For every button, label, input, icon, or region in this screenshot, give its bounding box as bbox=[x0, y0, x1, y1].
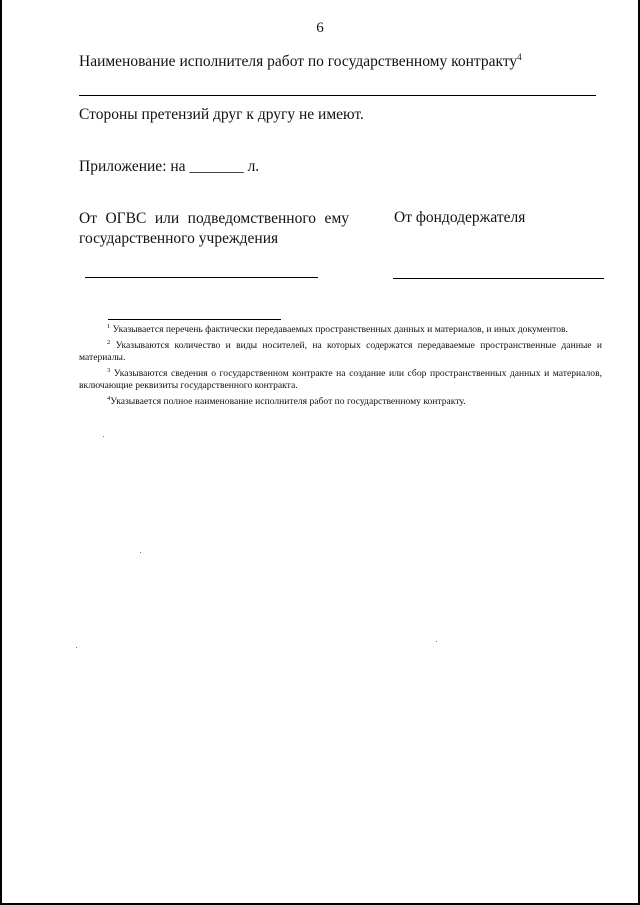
contractor-label bbox=[79, 52, 522, 71]
signature-left-label: От ОГВС или подведомственного ему государственного учреждения bbox=[79, 210, 349, 247]
footnote-1-ref: 1 bbox=[107, 323, 111, 330]
signature-right-line bbox=[393, 278, 604, 279]
footnote-3 bbox=[79, 365, 602, 393]
signature-right-label: От фондодержателя bbox=[394, 209, 526, 226]
appendix-prefix: Приложение: на bbox=[79, 158, 186, 175]
footnote-3-text: Указываются сведения о государственном контракте на создание или сбор пространственных данных и материалов, включающие реквизиты государственного контракта. bbox=[79, 367, 603, 392]
footnote-4-ref: 4 bbox=[107, 394, 111, 402]
signature-left-line bbox=[85, 277, 318, 278]
contractor-name-line bbox=[79, 95, 596, 96]
footnote-1 bbox=[79, 321, 602, 337]
footnote-4-text: Указывается полное наименование исполнителя работ по государственному контракту. bbox=[110, 395, 466, 407]
contractor-label-text: Наименование исполнителя работ по государственному контракту bbox=[79, 53, 518, 71]
footnote-3-ref: 3 bbox=[107, 366, 111, 374]
scan-speck bbox=[76, 647, 77, 648]
footnotes bbox=[79, 321, 602, 408]
appendix-line bbox=[79, 158, 259, 176]
footnote-ref-4: 4 bbox=[517, 52, 522, 62]
appendix-suffix: л. bbox=[247, 158, 260, 175]
appendix-blank: _______ bbox=[189, 158, 244, 175]
footnote-4 bbox=[79, 393, 602, 409]
scan-speck bbox=[436, 641, 437, 642]
footnote-1-text: Указывается перечень фактически передаваемых пространственных данных и материалов, и иных документов. bbox=[112, 324, 568, 336]
footnote-2-text: Указываются количество и виды носителей, на которых содержатся передаваемые пространственные данные и материалы. bbox=[79, 339, 602, 364]
footnote-2 bbox=[79, 337, 602, 365]
scan-speck bbox=[103, 436, 104, 437]
no-claims-text: Стороны претензий друг к другу не имеют. bbox=[79, 106, 364, 123]
scan-speck bbox=[140, 552, 141, 553]
footnote-2-ref: 2 bbox=[107, 338, 111, 346]
page-number: 6 bbox=[316, 20, 324, 36]
scan-edge-left bbox=[0, 0, 2, 905]
footnote-separator bbox=[108, 319, 281, 320]
